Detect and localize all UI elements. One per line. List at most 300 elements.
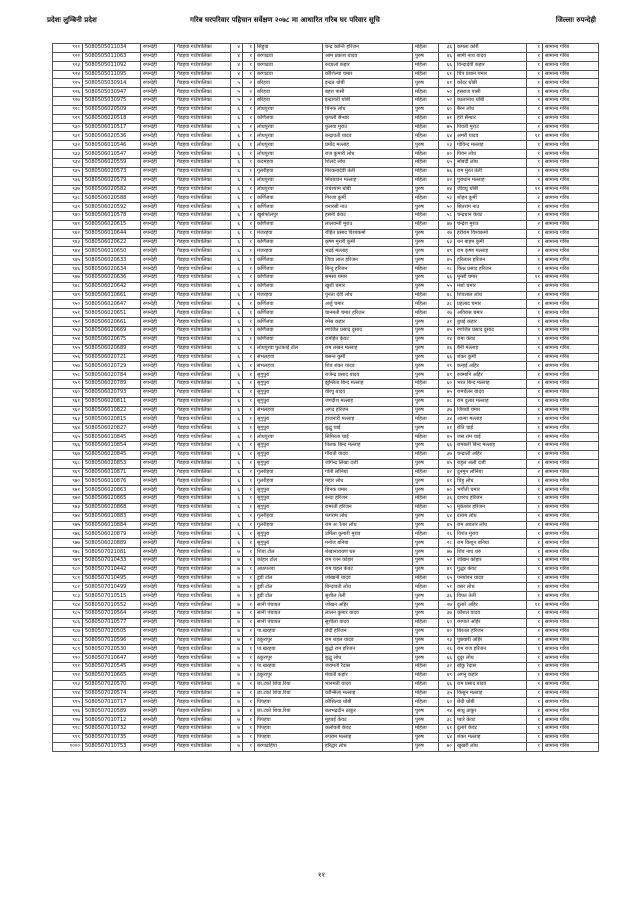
ward-cell: ६ [231, 424, 243, 433]
district-cell: रुपन्देही [141, 282, 175, 291]
serial-cell: ९८६ [53, 618, 83, 627]
ward-cell: ७ [231, 689, 243, 698]
age-cell: ४९ [439, 247, 455, 256]
guardian-name-cell: राम मुरत तेली [455, 167, 527, 176]
village-cell: सानी पंचायत [255, 610, 323, 619]
age-cell: २७ [439, 309, 455, 318]
district-cell: रुपन्देही [141, 601, 175, 610]
ward-sub-cell: १ [243, 220, 255, 229]
village-cell: सुगुपुरा [255, 530, 323, 539]
gender-cell: पुरुष [413, 105, 439, 114]
head-name-cell: बुद्धु चाई [323, 424, 413, 433]
serial-cell: ९४५ [53, 256, 83, 265]
head-name-cell: मुहवई केवट [323, 716, 413, 725]
members-cell: १ [527, 61, 543, 70]
serial-cell: ९७८ [53, 548, 83, 557]
guardian-name-cell: मशो चमार [455, 282, 527, 291]
age-cell: ४१ [439, 79, 455, 88]
table-row [53, 158, 599, 167]
district-cell: रुपन्देही [141, 123, 175, 132]
serial-cell: ९७२ [53, 495, 83, 504]
ward-sub-cell: १ [243, 654, 255, 663]
ward-sub-cell: १ [243, 150, 255, 159]
ward-cell: ६ [231, 468, 243, 477]
district-cell: रुपन्देही [141, 521, 175, 530]
serial-cell: ९४२ [53, 229, 83, 238]
ward-cell: ६ [231, 238, 243, 247]
ward-cell: ६ [231, 415, 243, 424]
members-cell: १ [527, 397, 543, 406]
serial-cell: ९५० [53, 300, 83, 309]
village-cell: सुगुपुरा [255, 486, 323, 495]
village-cell: पिपहवा [255, 716, 323, 725]
age-cell: ४९ [439, 565, 455, 574]
table-row [53, 424, 599, 433]
ward-cell: ६ [231, 397, 243, 406]
members-cell: १ [527, 238, 543, 247]
household-id-cell: 5080507020574 [83, 689, 141, 698]
municipality-cell: गैडहवा गाउँपालिका [175, 548, 231, 557]
serial-cell: ९३९ [53, 203, 83, 212]
category-cell: सामान्य गरिब [543, 194, 599, 203]
serial-cell: ९४१ [53, 220, 83, 229]
gender-cell: पुरुष [413, 539, 439, 548]
ward-sub-cell: १ [243, 185, 255, 194]
guardian-name-cell: चन्द्राली अहिर [455, 450, 527, 459]
guardian-name-cell: शंकर मल्लाह [455, 733, 527, 742]
head-name-cell: जरामती रैदास [323, 663, 413, 672]
household-id-cell: 5080506020634 [83, 265, 141, 274]
ward-sub-cell: १ [243, 636, 255, 645]
category-cell: सामान्य गरिब [543, 176, 599, 185]
gender-cell: महिला [413, 44, 439, 53]
gender-cell: महिला [413, 176, 439, 185]
members-cell: १ [527, 441, 543, 450]
district-cell: रुपन्देही [141, 459, 175, 468]
serial-cell: ९६८ [53, 459, 83, 468]
serial-cell: ९२४ [53, 70, 83, 79]
district-cell: रुपन्देही [141, 680, 175, 689]
age-cell: ७५ [439, 123, 455, 132]
head-name-cell: हाजनारी मल्लाह [323, 415, 413, 424]
members-cell: १ [527, 627, 543, 636]
village-cell: सानी पंचायत [255, 601, 323, 610]
table-row [53, 335, 599, 344]
village-cell: बरगाढवा [255, 70, 323, 79]
household-id-cell: 5080507010577 [83, 618, 141, 627]
household-id-cell: 5080506020615 [83, 220, 141, 229]
table-row [53, 353, 599, 362]
serial-cell: ९८७ [53, 627, 83, 636]
village-cell: गुलरीहवा [255, 167, 323, 176]
village-cell: कदमहवा [255, 158, 323, 167]
category-cell: सामान्य गरिब [543, 114, 599, 123]
age-cell: ५१ [439, 583, 455, 592]
ward-sub-cell: १ [243, 380, 255, 389]
serial-cell: ९४८ [53, 282, 83, 291]
household-id-cell: 5080506010578 [83, 212, 141, 221]
category-cell: सामान्य गरिब [543, 521, 599, 530]
ward-sub-cell: १ [243, 592, 255, 601]
ward-cell: ५ [231, 79, 243, 88]
ward-cell: ७ [231, 610, 243, 619]
serial-cell: ९४३ [53, 238, 83, 247]
district-cell: रुपन्देही [141, 486, 175, 495]
category-cell: सामान्य गरिब [543, 256, 599, 265]
gender-cell: महिला [413, 97, 439, 106]
members-cell: १ [527, 716, 543, 725]
members-cell: १ [527, 654, 543, 663]
gender-cell: पुरुष [413, 282, 439, 291]
municipality-cell: गैडहवा गाउँपालिका [175, 114, 231, 123]
municipality-cell: गैडहवा गाउँपालिका [175, 627, 231, 636]
household-id-cell: 5080507010499 [83, 583, 141, 592]
age-cell: ६४ [439, 132, 455, 141]
gender-cell: पुरुष [413, 353, 439, 362]
village-cell: लोधपुरवा [255, 105, 323, 114]
village-cell: सुगुपुरा [255, 371, 323, 380]
municipality-cell: गैडहवा गाउँपालिका [175, 645, 231, 654]
municipality-cell: गैडहवा गाउँपालिका [175, 530, 231, 539]
gender-cell: महिला [413, 689, 439, 698]
ward-sub-cell: १ [243, 671, 255, 680]
guardian-name-cell: कमला कोरी [455, 44, 527, 53]
municipality-cell: गैडहवा गाउँपालिका [175, 654, 231, 663]
head-name-cell: रुपराम मल्लाह [323, 733, 413, 742]
household-id-cell: 5080506020647 [83, 300, 141, 309]
guardian-name-cell: कौशल यादव [455, 610, 527, 619]
village-cell: बरिहवा [255, 97, 323, 106]
household-id-cell: 5080506020622 [83, 238, 141, 247]
serial-cell: ९२९ [53, 114, 83, 123]
gender-cell: महिला [413, 123, 439, 132]
ward-sub-cell: १ [243, 141, 255, 150]
gender-cell: महिला [413, 495, 439, 504]
village-cell: छा.टको शिवा.रिया [255, 680, 323, 689]
ward-sub-cell: १ [243, 486, 255, 495]
table-row [53, 256, 599, 265]
municipality-cell: गैडहवा गाउँपालिका [175, 150, 231, 159]
municipality-cell: गैडहवा गाउँपालिका [175, 512, 231, 521]
serial-cell: ९९७ [53, 716, 83, 725]
household-id-cell: 5080506020592 [83, 203, 141, 212]
serial-cell: ९७१ [53, 486, 83, 495]
guardian-name-cell: विशंत मुराव [455, 530, 527, 539]
category-cell: सामान्य गरिब [543, 344, 599, 353]
category-cell: सामान्य गरिब [543, 282, 599, 291]
municipality-cell: गैडहवा गाउँपालिका [175, 565, 231, 574]
category-cell: सामान्य गरिब [543, 530, 599, 539]
age-cell: ६५ [439, 158, 455, 167]
municipality-cell: गैडहवा गाउँपालिका [175, 97, 231, 106]
ward-sub-cell: १ [243, 459, 255, 468]
serial-cell: ९५१ [53, 309, 83, 318]
district-cell: रुपन्देही [141, 327, 175, 336]
members-cell: १ [527, 592, 543, 601]
ward-cell: ६ [231, 318, 243, 327]
municipality-cell: गैडहवा गाउँपालिका [175, 636, 231, 645]
ward-sub-cell: १ [243, 556, 255, 565]
ward-cell: ७ [231, 671, 243, 680]
category-cell: सामान्य गरिब [543, 512, 599, 521]
ward-cell: ६ [231, 477, 243, 486]
guardian-name-cell: बिरतल हरिजन [455, 627, 527, 636]
members-cell: १ [527, 530, 543, 539]
village-cell: मंजरहवा [255, 247, 323, 256]
ward-sub-cell: १ [243, 353, 255, 362]
guardian-name-cell: बाँकु रैदास [455, 663, 527, 672]
category-cell: सामान्य गरिब [543, 486, 599, 495]
head-name-cell: प्रमोद मल्लाह [323, 141, 413, 150]
district-cell: रुपन्देही [141, 512, 175, 521]
age-cell: ४५ [439, 459, 455, 468]
gender-cell: महिला [413, 132, 439, 141]
age-cell: ६५ [439, 574, 455, 583]
members-cell: १ [527, 309, 543, 318]
table-row [53, 742, 599, 751]
guardian-name-cell: रामबली बिन्द मल्लाह [455, 441, 527, 450]
members-cell: १ [527, 380, 543, 389]
ward-cell: ६ [231, 353, 243, 362]
ward-cell: ४ [231, 44, 243, 53]
category-cell: सामान्य गरिब [543, 671, 599, 680]
age-cell: ३७ [439, 450, 455, 459]
district-cell: रुपन्देही [141, 309, 175, 318]
category-cell: सामान्य गरिब [543, 362, 599, 371]
ward-cell: ६ [231, 273, 243, 282]
household-id-cell: 5080507020530 [83, 645, 141, 654]
municipality-cell: गैडहवा गाउँपालिका [175, 247, 231, 256]
members-cell: १ [527, 291, 543, 300]
gender-cell: पुरुष [413, 707, 439, 716]
members-cell: १ [527, 645, 543, 654]
table-row [53, 238, 599, 247]
ward-sub-cell: १ [243, 52, 255, 61]
category-cell: सामान्य गरिब [543, 574, 599, 583]
household-id-cell: 5080506020865 [83, 495, 141, 504]
head-name-cell: शिव शंकर यादव [323, 362, 413, 371]
age-cell: ३१ [439, 318, 455, 327]
guardian-name-cell: सोबदी लोध [455, 158, 527, 167]
members-cell: १ [527, 52, 543, 61]
household-id-cell: 5080507010564 [83, 610, 141, 619]
ward-sub-cell: १ [243, 388, 255, 397]
age-cell: २८ [439, 265, 455, 274]
serial-cell: ९९० [53, 654, 83, 663]
table-row [53, 521, 599, 530]
members-cell: १ [527, 724, 543, 733]
category-cell: सामान्य गरिब [543, 724, 599, 733]
serial-cell: ९३८ [53, 194, 83, 203]
serial-cell: ९५२ [53, 318, 83, 327]
village-cell: पा.खरहवा [255, 663, 323, 672]
household-id-cell: 5080505030914 [83, 79, 141, 88]
table-row [53, 406, 599, 415]
category-cell: सामान्य गरिब [543, 52, 599, 61]
guardian-name-cell: खुखरी लोध [455, 742, 527, 751]
village-cell: बरिहवा [255, 79, 323, 88]
table-row [53, 592, 599, 601]
gender-cell: महिला [413, 114, 439, 123]
category-cell: सामान्य गरिब [543, 495, 599, 504]
district-cell: रुपन्देही [141, 583, 175, 592]
ward-sub-cell: १ [243, 247, 255, 256]
gender-cell: पुरुष [413, 327, 439, 336]
ward-sub-cell: १ [243, 733, 255, 742]
page-header [0, 16, 643, 32]
village-cell: कर्णिजवा [255, 335, 323, 344]
household-id-cell: 5080506010854 [83, 441, 141, 450]
ward-cell: ६ [231, 335, 243, 344]
table-row [53, 247, 599, 256]
table-row [53, 627, 599, 636]
municipality-cell: गैडहवा गाउँपालिका [175, 733, 231, 742]
gender-cell: पुरुष [413, 441, 439, 450]
village-cell: ठकुरापुर [255, 654, 323, 663]
gender-cell: महिला [413, 220, 439, 229]
table-row [53, 459, 599, 468]
category-cell: सामान्य गरिब [543, 742, 599, 751]
guardian-name-cell: दशरथ हरिजन [455, 495, 527, 504]
gender-cell: महिला [413, 468, 439, 477]
category-cell: सामान्य गरिब [543, 583, 599, 592]
age-cell: ७६ [439, 167, 455, 176]
members-cell: १ [527, 97, 543, 106]
district-cell: रुपन्देही [141, 97, 175, 106]
age-cell: ६० [439, 698, 455, 707]
ward-cell: ६ [231, 388, 243, 397]
guardian-name-cell: राम दुलार मल्लाह [455, 397, 527, 406]
serial-cell: ९४० [53, 212, 83, 221]
head-name-cell: शेखानारायण धरु [323, 548, 413, 557]
municipality-cell: गैडहवा गाउँपालिका [175, 167, 231, 176]
members-cell: १ [527, 203, 543, 212]
members-cell: १ [527, 503, 543, 512]
serial-cell: ९९२ [53, 671, 83, 680]
head-name-cell: राम रतन कोहार [323, 556, 413, 565]
ward-sub-cell: १ [243, 716, 255, 725]
category-cell: सामान्य गरिब [543, 645, 599, 654]
village-cell: लोधपुरवा फुटकाई टोल [255, 344, 323, 353]
table-row [53, 282, 599, 291]
table-row [53, 654, 599, 663]
guardian-name-cell: बैरन लोध [455, 105, 527, 114]
guardian-name-cell: रामचेलन यादव [455, 388, 527, 397]
district-cell: रुपन्देही [141, 220, 175, 229]
province-label: प्रदेशः लुम्बिनी प्रदेश [47, 16, 97, 24]
guardian-name-cell: जोखन कोहार [455, 556, 527, 565]
village-cell: सुगुपुरा [255, 459, 323, 468]
members-cell: ११ [527, 132, 543, 141]
ward-sub-cell: १ [243, 158, 255, 167]
gender-cell: पुरुष [413, 733, 439, 742]
ward-sub-cell: १ [243, 415, 255, 424]
members-cell: २ [527, 194, 543, 203]
ward-sub-cell: २ [243, 88, 255, 97]
table-row [53, 362, 599, 371]
head-name-cell: राम लखन मल्लाह [323, 344, 413, 353]
members-cell: १ [527, 574, 543, 583]
municipality-cell: गैडहवा गाउँपालिका [175, 539, 231, 548]
head-name-cell: पिरकनादेवी तेली [323, 167, 413, 176]
ward-cell: ६ [231, 229, 243, 238]
members-cell: १ [527, 150, 543, 159]
gender-cell: पुरुष [413, 477, 439, 486]
municipality-cell: गैडहवा गाउँपालिका [175, 459, 231, 468]
village-cell: कर्णिजवा [255, 194, 323, 203]
category-cell: सामान्य गरिब [543, 689, 599, 698]
members-cell: १ [527, 318, 543, 327]
municipality-cell: गैडहवा गाउँपालिका [175, 574, 231, 583]
village-cell: डुडी टोल [255, 583, 323, 592]
district-cell: रुपन्देही [141, 150, 175, 159]
municipality-cell: गैडहवा गाउँपालिका [175, 742, 231, 751]
age-cell: ५० [439, 88, 455, 97]
household-id-cell: 5080505011063 [83, 52, 141, 61]
household-id-cell: 5080506020669 [83, 327, 141, 336]
serial-cell: ९३२ [53, 141, 83, 150]
table-row [53, 433, 599, 442]
ward-cell: ६ [231, 212, 243, 221]
ward-cell: ७ [231, 707, 243, 716]
serial-cell: ९९५ [53, 698, 83, 707]
guardian-name-cell: हरीराम विश्वकर्मा [455, 229, 527, 238]
household-id-cell: 5080507010735 [83, 733, 141, 742]
age-cell: ५० [439, 503, 455, 512]
ward-sub-cell: १ [243, 238, 255, 247]
district-cell: रुपन्देही [141, 212, 175, 221]
guardian-name-cell: कन्हई अहिर [455, 362, 527, 371]
table-row [53, 397, 599, 406]
members-cell: १ [527, 406, 543, 415]
table-row [53, 176, 599, 185]
ward-cell: ४ [231, 61, 243, 70]
household-id-cell: 5080506020853 [83, 459, 141, 468]
category-cell: सामान्य गरिब [543, 636, 599, 645]
municipality-cell: गैडहवा गाउँपालिका [175, 556, 231, 565]
household-id-cell: 5080506010644 [83, 229, 141, 238]
members-cell: १ [527, 424, 543, 433]
category-cell: सामान्य गरिब [543, 70, 599, 79]
ward-sub-cell: १ [243, 203, 255, 212]
age-cell: ३८ [439, 716, 455, 725]
table-row [53, 61, 599, 70]
ward-sub-cell: २ [243, 97, 255, 106]
members-cell: ११ [527, 185, 543, 194]
district-cell: रुपन्देही [141, 114, 175, 123]
table-row [53, 141, 599, 150]
guardian-name-cell: पनयोवन यादव [455, 574, 527, 583]
district-cell: रुपन्देही [141, 592, 175, 601]
table-row [53, 663, 599, 672]
members-cell: १ [527, 88, 543, 97]
gender-cell: पुरुष [413, 548, 439, 557]
gender-cell: पुरुष [413, 654, 439, 663]
head-name-cell: झुम्लिता बिन्द मल्लाह [323, 380, 413, 389]
household-id-cell: 5080507020505 [83, 627, 141, 636]
head-name-cell: सुशीला यादव [323, 618, 413, 627]
ward-cell: ६ [231, 282, 243, 291]
members-cell: १ [527, 433, 543, 442]
district-cell: रुपन्देही [141, 645, 175, 654]
ward-cell: ७ [231, 698, 243, 707]
table-row [53, 415, 599, 424]
table-row [53, 105, 599, 114]
category-cell: सामान्य गरिब [543, 388, 599, 397]
municipality-cell: गैडहवा गाउँपालिका [175, 185, 231, 194]
guardian-name-cell: रामा केवट [455, 335, 527, 344]
age-cell: ४९ [439, 671, 455, 680]
